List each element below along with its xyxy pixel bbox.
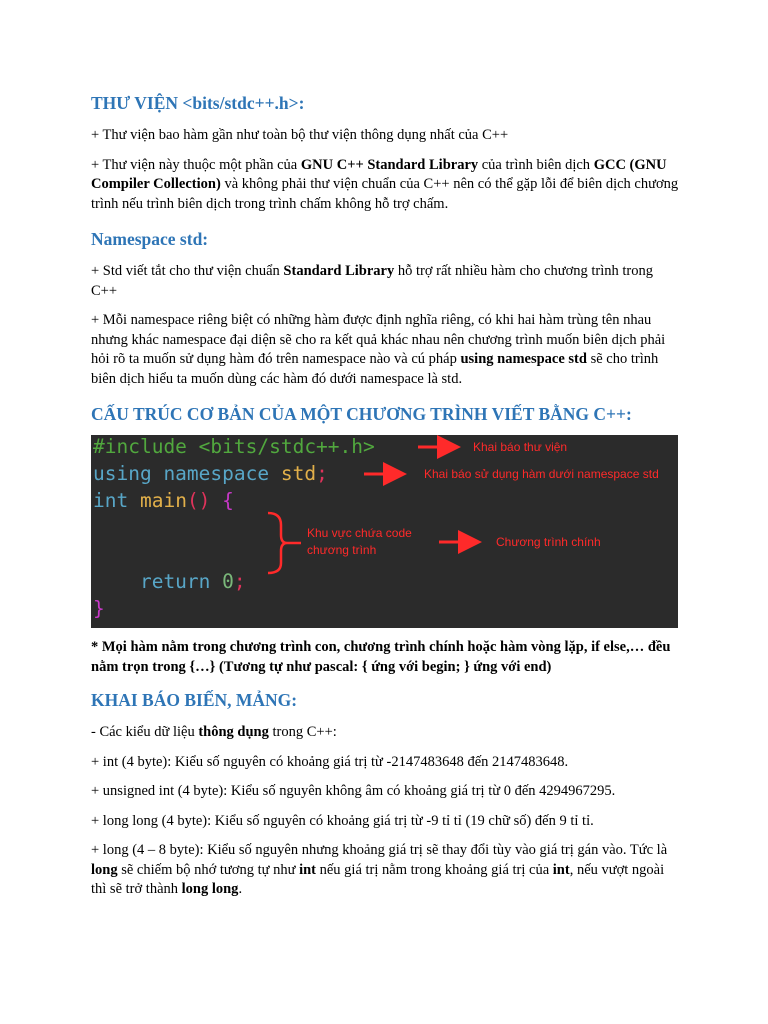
- bold-text: using namespace std: [460, 351, 587, 367]
- document-page: [91, 92, 681, 910]
- bold-note: * Mọi hàm nằm trong chương trình con, chương trình chính hoặc hàm vòng lặp, if else,… đều nằm trọn trong {…} (Tương tự như pascal: { ứng với begin; } ứng với end): [91, 639, 671, 675]
- code-token: (): [186, 489, 223, 512]
- text: nếu giá trị nằm trong khoảng giá trị của: [316, 861, 553, 878]
- brace-code-area: [268, 513, 287, 573]
- annotation-library: Khai báo thư viện: [473, 440, 568, 454]
- text: + Std viết tắt cho thư viện chuẩn: [91, 263, 284, 279]
- code-token: {: [222, 489, 234, 512]
- annotation-main-program: Chương trình chính: [496, 535, 601, 549]
- bold-text: long long: [181, 881, 239, 897]
- text: , nếu vượt ngoài thì sẽ trở thành: [91, 861, 665, 897]
- bold-text: thông dụng: [198, 724, 269, 740]
- text: của trình biên dịch: [478, 156, 594, 173]
- text: trong C++:: [268, 724, 337, 740]
- paragraph-namespace-2: [91, 311, 681, 389]
- text: và không phải thư viện chuẩn của C++ nên có thể gặp lỗi để biên dịch chương trình nếu trình biên dịch trong trình chấm không hỗ trợ chấm.: [91, 176, 679, 212]
- code-token: 0: [222, 570, 234, 593]
- paragraph-int: + int (4 byte): Kiểu số nguyên có khoảng giá trị từ -2147483648 đến 2147483648.: [91, 753, 569, 770]
- bold-text: Standard Library: [283, 263, 395, 279]
- text: + long (4 – 8 byte): Kiểu số nguyên nhưng khoảng giá trị sẽ thay đổi tùy vào giá trị gán vào. Tức là: [91, 842, 668, 858]
- paragraph-types-intro: [91, 723, 681, 743]
- paragraph-library-1: + Thư viện bao hàm gần như toàn bộ thư viện thông dụng nhất của C++: [91, 127, 509, 143]
- text: - Các kiểu dữ liệu: [91, 724, 199, 740]
- bold-text: long: [91, 861, 118, 878]
- bold-text: GCC (GNU Compiler Collection): [91, 156, 667, 192]
- text: .: [238, 881, 243, 897]
- heading-variables: KHAI BÁO BIẾN, MẢNG:: [91, 690, 298, 710]
- text: + Thư viện này thuộc một phần của: [91, 156, 301, 173]
- code-token: int: [93, 489, 140, 512]
- text: hỗ trợ rất nhiều hàm cho chương trình trong C++: [91, 263, 653, 299]
- code-token: ;: [233, 570, 246, 593]
- annotation-code-area: Khu vực chứa code chương trình: [307, 526, 412, 557]
- code-screenshot: [91, 435, 678, 628]
- code-token: }: [93, 597, 105, 620]
- heading-structure: CẤU TRÚC CƠ BẢN CỦA MỘT CHƯƠNG TRÌNH VIẾT BẰNG C++:: [91, 404, 632, 424]
- paragraph-long-long: + long long (4 byte): Kiểu số nguyên có khoảng giá trị từ -9 tỉ tỉ (19 chữ số) đến 9 tỉ tỉ.: [91, 812, 594, 829]
- code-token: std: [280, 462, 317, 485]
- code-token: ;: [316, 462, 328, 485]
- bold-text: int: [299, 861, 316, 878]
- code-token: main: [139, 489, 187, 512]
- text: sẽ chiếm bộ nhớ tương tự như: [117, 861, 300, 878]
- note-braces: [91, 638, 681, 677]
- code-token: #include <bits/stdc++.h>: [93, 435, 375, 458]
- paragraph-long: [91, 841, 681, 900]
- code-token: return: [93, 570, 223, 593]
- paragraph-namespace-1: [91, 262, 681, 301]
- paragraph-unsigned-int: + unsigned int (4 byte): Kiểu số nguyên không âm có khoảng giá trị từ 0 đến 4294967295.: [91, 783, 616, 799]
- paragraph-library-2: [91, 156, 681, 215]
- heading-library: THƯ VIỆN <bits/stdc++.h>:: [91, 93, 305, 113]
- text: + Mỗi namespace riêng biệt có những hàm được định nghĩa riêng, có khi hai hàm trùng tên nhau nhưng khác namespace đại diện sẽ cho ra kết quả khác nhau nên chương trình muốn biên dịch phải hỏi rõ ta muốn sử dụng hàm đó trên namespace nào và cú pháp: [91, 312, 666, 367]
- heading-namespace: Namespace std:: [91, 229, 209, 249]
- code-token: using namespace: [93, 462, 281, 485]
- annotation-namespace: Khai báo sử dụng hàm dưới namespace std: [424, 467, 659, 481]
- bold-text: int: [552, 861, 570, 878]
- text: sẽ cho trình biên dịch hiểu ta muốn dùng các hàm đó dưới namespace là std.: [91, 351, 659, 387]
- bold-text: GNU C++ Standard Library: [300, 156, 479, 173]
